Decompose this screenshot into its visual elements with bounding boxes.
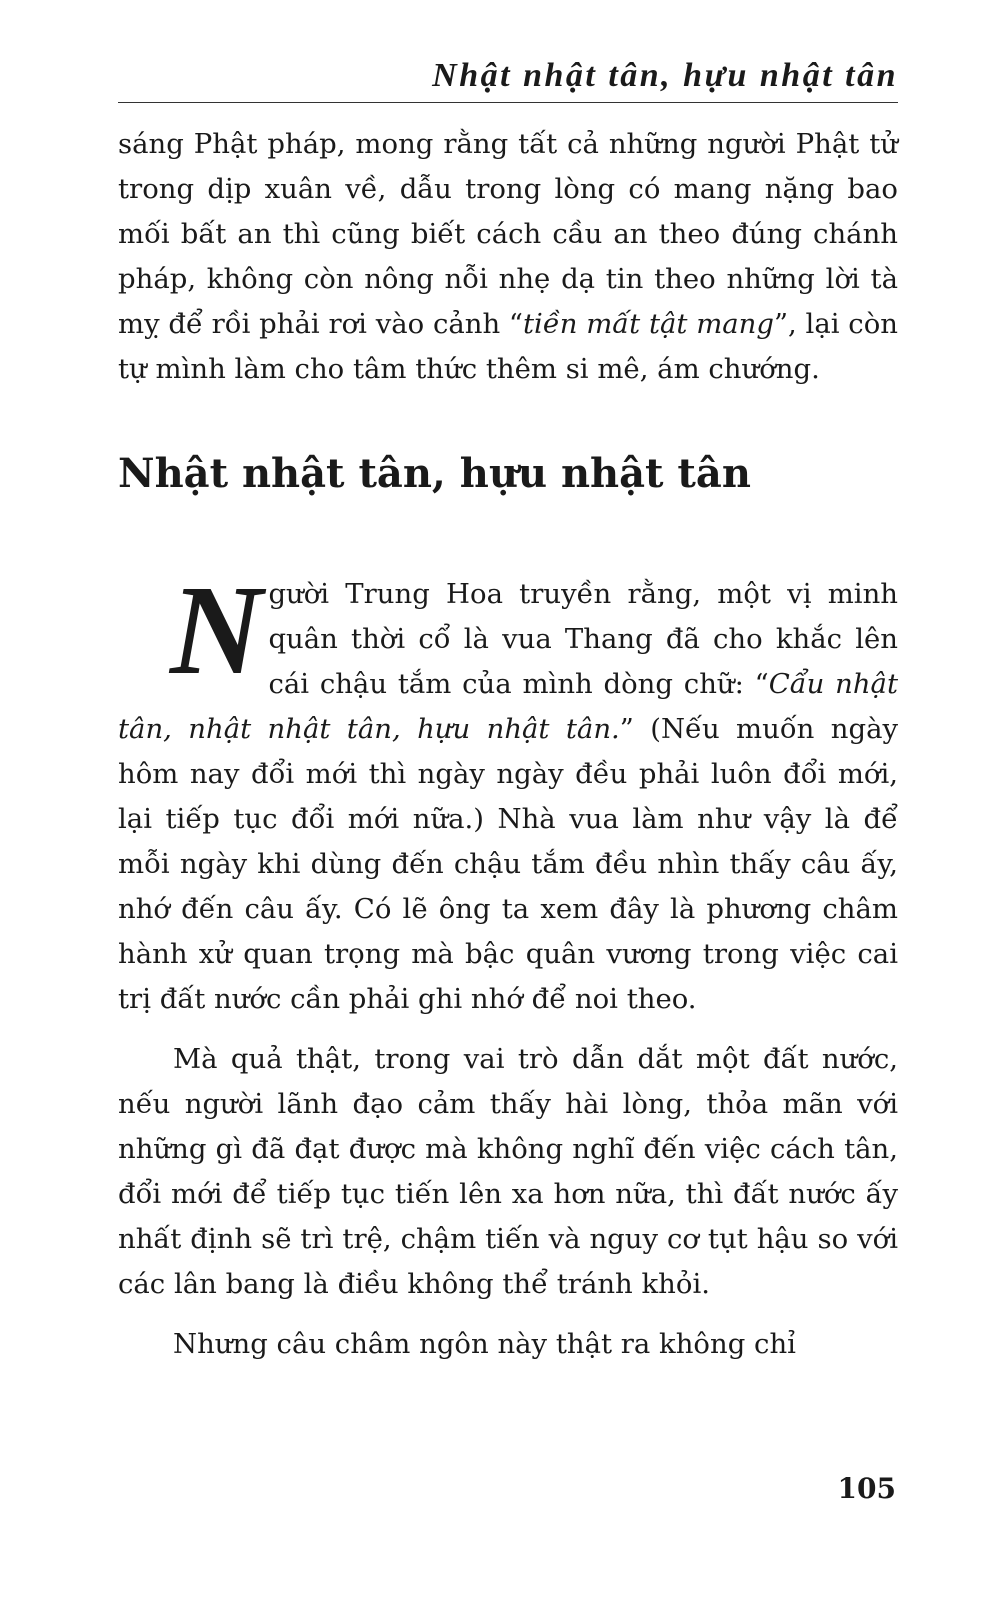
running-header bbox=[118, 52, 898, 103]
drop-cap: N bbox=[170, 559, 263, 701]
paragraph-last: Nhưng câu châm ngôn này thật ra không chỉ bbox=[173, 1328, 796, 1360]
section-title: Nhật nhật tân, hựu nhật tân bbox=[118, 450, 751, 497]
paragraph-continued bbox=[118, 122, 898, 392]
paragraph-text-end: ”, lại còn tự mình làm cho tâm thức thêm si mê, ám chướng. bbox=[118, 308, 898, 385]
paragraph-text: gười Trung Hoa truyền rằng, một vị minh quân thời cổ là vua Thang đã cho khắc lên cái chậu tắm của mình dòng chữ: “ bbox=[268, 578, 898, 700]
paragraph-text: sáng Phật pháp, mong rằng tất cả những người Phật tử trong dịp xuân về, dẫu trong lòng có mang nặng bao mối bất an thì cũng biết cách cầu an theo đúng chánh pháp, không còn nông nỗi nhẹ dạ tin theo những lời tà mỵ để rồi phải rơi vào cảnh “ bbox=[118, 128, 898, 340]
paragraph-italic-phrase: tiền mất tật mang bbox=[522, 308, 774, 340]
paragraph-opening bbox=[118, 559, 898, 1022]
paragraph-text-end: ” (Nếu muốn ngày hôm nay đổi mới thì ngày ngày đều phải luôn đổi mới, lại tiếp tục đổi mới nữa.) Nhà vua làm như vậy là để mỗi ngày khi dùng đến chậu tắm đều nhìn thấy câu ấy, nhớ đến câu ấy. Có lẽ ông ta xem đây là phương châm hành xử quan trọng mà bậc quân vương trong việc cai trị đất nước cần phải ghi nhớ để noi theo. bbox=[118, 713, 898, 1015]
running-header-title: Nhật nhật tân, hựu nhật tân bbox=[432, 57, 898, 94]
paragraph: Mà quả thật, trong vai trò dẫn dắt một đất nước, nếu người lãnh đạo cảm thấy hài lòng, thỏa mãn với những gì đã đạt được mà không nghĩ đến việc cách tân, đổi mới để tiếp tục tiến lên xa hơn nữa, thì đất nước ấy nhất định sẽ trì trệ, chậm tiến và nguy cơ tụt hậu so với các lân bang là điều không thể tránh khỏi. bbox=[118, 1043, 898, 1300]
page-number: 105 bbox=[837, 1472, 896, 1505]
page-content bbox=[118, 122, 898, 1367]
quote-italic: Cẩu nhật tân, nhật nhật tân, hựu nhật tân. bbox=[118, 668, 898, 745]
